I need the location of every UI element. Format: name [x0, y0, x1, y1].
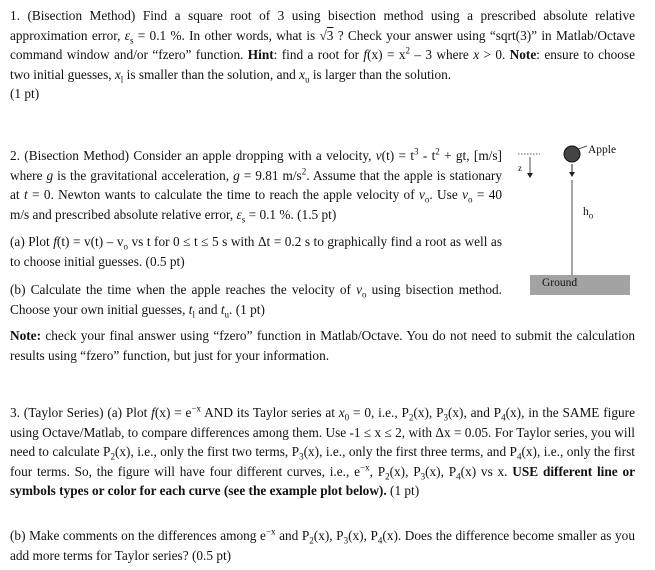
apple-shape: [564, 146, 580, 162]
fall-arrowhead: [569, 172, 575, 177]
question-2-note: [10, 326, 635, 365]
apple-diagram-svg: [510, 140, 650, 305]
question-2a: [10, 232, 502, 271]
z-axis-label: z: [518, 163, 522, 173]
apple-label: Apple: [588, 144, 617, 156]
q1-text: 1. (Bisection Method) Find a square root of 3 using bisection method using a prescribed absolute relative approximation error, $\varepsilon_s = 0.1$ %. In other words, what is √3 ? Check your answer using “sqrt(3)” in Matlab/Octave command window and/or “fzero” function. Hint: find a root for $f(x) = x^2 - 3$ where x > 0. Note: ensure to choose two initial guesses, $x_l$ is smaller than the solution, and $x_u$ is larger than the solution.: [10, 8, 636, 85]
ground-label: Ground: [542, 277, 578, 289]
question-2b: [10, 280, 502, 319]
question-2-intro: [10, 146, 502, 224]
q2b-text: (b) Calculate the time when the apple reaches the velocity of $v_o$ using bisection method. Choose your own initial guesses, $t_l$ and $t_u$. (1 pt): [10, 282, 502, 320]
q2a-text: (a) Plot $f(t) = v(t) - v_o$ vs t for 0 ≤ t ≤ 5 s with Δt = 0.2 s to graphically find a root as well as to choose initial guesses. (0.5 pt): [10, 234, 502, 269]
question-1: [10, 6, 635, 104]
q3a-text: 3. (Taylor Series) (a) Plot $f(x) = e^{-x}$ AND its Taylor series at $x_0 = 0$, i.e., $P_2(x)$, $P_3(x)$, and $P_4(x)$, in the SAME figure using Octave/Matlab, to compare differences among them. Use -1 ≤ x ≤ 2, with Δx = 0.05. For Taylor series, you will need to calculate $P_2(x)$, i.e., only the first two terms, $P_3(x)$, i.e., only the first three terms, and $P_4(x)$, i.e., only the first four terms. So, the figure will have four different curves, i.e., $e^{-x}$, $P_2(x)$, $P_3(x)$, $P_4(x)$ vs x. USE different line or symbols types or color for each curve (see the example plot below). (1 pt): [10, 403, 635, 498]
apple-drop-diagram: [510, 140, 650, 305]
height-label: $h_o$: [583, 206, 594, 221]
q3b-text: (b) Make comments on the differences among $e^{-x}$ and $P_2(x)$, $P_3(x)$, $P_4(x)$. Does the difference become smaller as you add more terms for Taylor series? (0.5 pt): [10, 526, 635, 563]
q1-points: (1 pt): [10, 86, 40, 101]
apple-label-leader: [578, 146, 587, 149]
z-axis-arrowhead: [527, 173, 533, 178]
q2-note-text: Note: check your final answer using “fzero” function in Matlab/Octave. You do not need to submit the calculation results using “fzero” function, but just for your information.: [10, 328, 635, 363]
question-3b: [10, 526, 635, 565]
q2-text: 2. (Bisection Method) Consider an apple dropping with a velocity, $v(t) = t^3 - t^2$ + gt, [m/s] where g is the gravitational acceleration, g = 9.81 $m/s^2$. Assume that the apple is stationary at t = 0. Newton wants to calculate the time to reach the apple velocity of $v_o$. Use $v_o = 40$ m/s and prescribed absolute relative error, $\varepsilon_s = 0.1$ %. (1.5 pt): [10, 146, 503, 225]
question-3a: [10, 403, 635, 501]
